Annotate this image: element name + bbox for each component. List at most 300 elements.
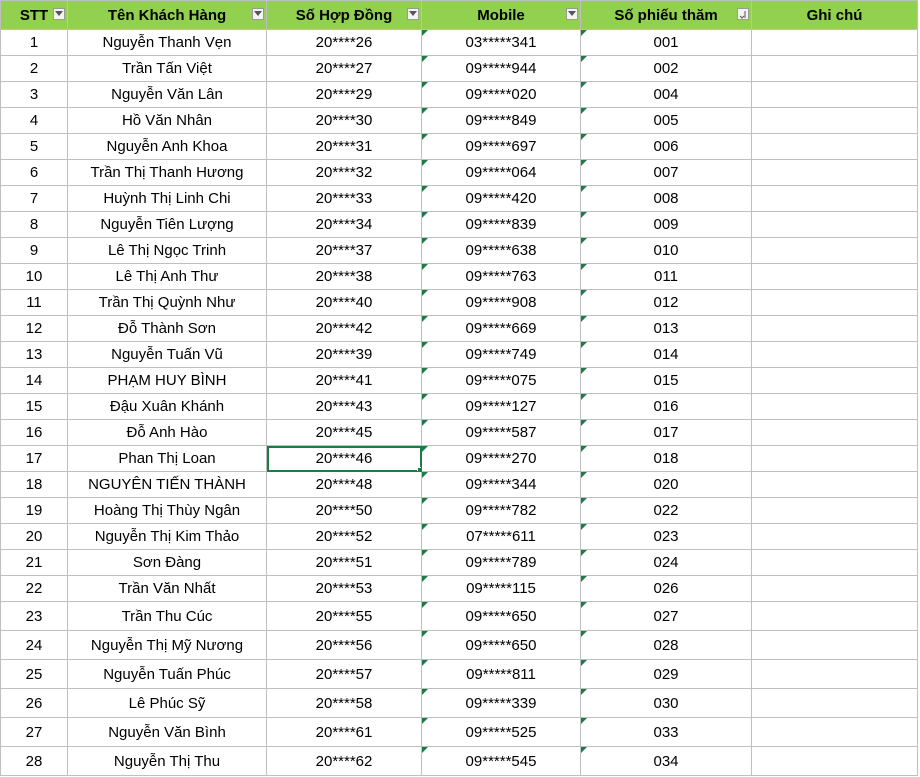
table-row [1, 420, 918, 446]
cell-text: 09*****344 [465, 476, 537, 493]
cell-text: 09*****525 [465, 723, 537, 741]
cell-note[interactable] [752, 342, 918, 368]
error-indicator-icon [422, 576, 428, 582]
error-indicator-icon [422, 498, 428, 504]
error-indicator-icon [581, 56, 587, 62]
cell-text: 27 [25, 723, 43, 741]
cell-contract-number[interactable] [267, 394, 422, 420]
cell-text: Nguyễn Văn Lân [111, 86, 223, 103]
cell-note[interactable] [752, 747, 918, 776]
cell-stt[interactable] [1, 602, 68, 631]
cell-text: 033 [653, 723, 679, 741]
error-indicator-icon [581, 134, 587, 140]
cell-text: 20****41 [315, 372, 373, 389]
cell-text: 022 [653, 502, 679, 519]
cell-text: 26 [25, 694, 43, 712]
cell-text: 09*****849 [465, 112, 537, 129]
error-indicator-icon [581, 631, 587, 637]
table-row [1, 30, 918, 56]
cell-text: 17 [25, 450, 43, 467]
cell-text: NGUYÊN TIẾN THÀNH [88, 476, 246, 493]
cell-note[interactable] [752, 394, 918, 420]
cell-mobile[interactable] [422, 134, 581, 160]
cell-customer-name[interactable] [68, 30, 267, 56]
header-label: Số Hợp Đồng [295, 6, 393, 24]
cell-visit-number[interactable] [581, 290, 752, 316]
cell-stt[interactable] [1, 498, 68, 524]
cell-contract-number[interactable] [267, 108, 422, 134]
cell-visit-number[interactable] [581, 186, 752, 212]
header-label: Tên Khách Hàng [107, 6, 227, 24]
cell-mobile[interactable] [422, 108, 581, 134]
cell-stt[interactable] [1, 446, 68, 472]
cell-mobile[interactable] [422, 602, 581, 631]
cell-stt[interactable] [1, 212, 68, 238]
cell-mobile[interactable] [422, 186, 581, 212]
error-indicator-icon [581, 602, 587, 608]
cell-contract-number[interactable] [267, 212, 422, 238]
cell-text: 017 [653, 424, 679, 441]
cell-text: 20****58 [315, 694, 373, 712]
error-indicator-icon [581, 264, 587, 270]
cell-text: 09*****075 [465, 372, 537, 389]
cell-stt[interactable] [1, 134, 68, 160]
cell-contract-number[interactable] [267, 264, 422, 290]
error-indicator-icon [581, 472, 587, 478]
error-indicator-icon [422, 186, 428, 192]
cell-text: 20****26 [315, 34, 373, 51]
cell-text: 8 [29, 216, 39, 233]
cell-note[interactable] [752, 108, 918, 134]
cell-visit-number[interactable] [581, 747, 752, 776]
cell-note[interactable] [752, 550, 918, 576]
cell-contract-number[interactable] [267, 368, 422, 394]
cell-text: 09*****339 [465, 694, 537, 712]
cell-text: 20****31 [315, 138, 373, 155]
cell-stt[interactable] [1, 631, 68, 660]
sort-ascending-icon[interactable] [737, 8, 749, 20]
cell-text: 008 [653, 190, 679, 207]
cell-customer-name[interactable] [68, 82, 267, 108]
table-row [1, 56, 918, 82]
cell-text: Nguyễn Tiên Lượng [100, 216, 234, 233]
error-indicator-icon [422, 472, 428, 478]
header-label: Số phiếu thăm [614, 6, 718, 24]
cell-contract-number[interactable] [267, 631, 422, 660]
cell-contract-number[interactable] [267, 160, 422, 186]
cell-text: Nguyễn Văn Bình [108, 723, 226, 741]
cell-stt[interactable] [1, 82, 68, 108]
cell-contract-number[interactable] [267, 602, 422, 631]
cell-text: 20****43 [315, 398, 373, 415]
cell-mobile[interactable] [422, 718, 581, 747]
cell-text: 09*****420 [465, 190, 537, 207]
cell-text: Lê Phúc Sỹ [128, 694, 206, 712]
cell-customer-name[interactable] [68, 56, 267, 82]
error-indicator-icon [581, 689, 587, 695]
cell-visit-number[interactable] [581, 472, 752, 498]
cell-customer-name[interactable] [68, 160, 267, 186]
cell-mobile[interactable] [422, 56, 581, 82]
cell-text: Trần Tấn Việt [122, 60, 212, 77]
cell-stt[interactable] [1, 160, 68, 186]
cell-text: 09*****638 [465, 242, 537, 259]
header-label: Mobile [477, 6, 525, 24]
cell-mobile[interactable] [422, 550, 581, 576]
cell-mobile[interactable] [422, 160, 581, 186]
cell-contract-number[interactable] [267, 420, 422, 446]
cell-text: 09*****650 [465, 607, 537, 625]
filter-dropdown-icon[interactable] [53, 8, 65, 20]
cell-text: Đậu Xuân Khánh [109, 398, 225, 415]
cell-stt[interactable] [1, 550, 68, 576]
error-indicator-icon [422, 134, 428, 140]
cell-stt[interactable] [1, 660, 68, 689]
cell-customer-name[interactable] [68, 264, 267, 290]
cell-mobile[interactable] [422, 660, 581, 689]
cell-visit-number[interactable] [581, 602, 752, 631]
cell-text: 20****52 [315, 528, 373, 545]
cell-visit-number[interactable] [581, 108, 752, 134]
cell-mobile[interactable] [422, 290, 581, 316]
cell-text: 004 [653, 86, 679, 103]
error-indicator-icon [422, 30, 428, 36]
cell-note[interactable] [752, 238, 918, 264]
cell-contract-number[interactable] [267, 56, 422, 82]
cell-note[interactable] [752, 660, 918, 689]
error-indicator-icon [422, 368, 428, 374]
cell-visit-number[interactable] [581, 316, 752, 342]
cell-stt[interactable] [1, 108, 68, 134]
cell-customer-name[interactable] [68, 134, 267, 160]
cell-contract-number[interactable] [267, 689, 422, 718]
cell-visit-number[interactable] [581, 718, 752, 747]
cell-mobile[interactable] [422, 472, 581, 498]
cell-text: 09*****908 [465, 294, 537, 311]
cell-customer-name[interactable] [68, 420, 267, 446]
cell-customer-name[interactable] [68, 238, 267, 264]
cell-note[interactable] [752, 368, 918, 394]
cell-mobile[interactable] [422, 524, 581, 550]
cell-stt[interactable] [1, 368, 68, 394]
cell-mobile[interactable] [422, 420, 581, 446]
table-row [1, 718, 918, 747]
error-indicator-icon [581, 498, 587, 504]
cell-note[interactable] [752, 524, 918, 550]
cell-visit-number[interactable] [581, 446, 752, 472]
cell-text: 20****34 [315, 216, 373, 233]
cell-customer-name[interactable] [68, 316, 267, 342]
header-row [1, 1, 918, 30]
error-indicator-icon [422, 420, 428, 426]
cell-mobile[interactable] [422, 394, 581, 420]
cell-text: 09*****270 [465, 450, 537, 467]
cell-contract-number[interactable] [267, 238, 422, 264]
cell-customer-name[interactable] [68, 550, 267, 576]
cell-visit-number[interactable] [581, 134, 752, 160]
cell-text: 016 [653, 398, 679, 415]
cell-customer-name[interactable] [68, 602, 267, 631]
cell-text: 09*****650 [465, 636, 537, 654]
header-mobile[interactable] [422, 1, 581, 30]
cell-customer-name[interactable] [68, 186, 267, 212]
error-indicator-icon [422, 160, 428, 166]
cell-visit-number[interactable] [581, 420, 752, 446]
cell-mobile[interactable] [422, 264, 581, 290]
error-indicator-icon [422, 316, 428, 322]
cell-customer-name[interactable] [68, 689, 267, 718]
cell-customer-name[interactable] [68, 368, 267, 394]
cell-visit-number[interactable] [581, 524, 752, 550]
cell-text: 09*****944 [465, 60, 537, 77]
cell-customer-name[interactable] [68, 576, 267, 602]
cell-contract-number[interactable] [267, 498, 422, 524]
cell-customer-name[interactable] [68, 498, 267, 524]
table-row [1, 368, 918, 394]
table-row [1, 631, 918, 660]
cell-mobile[interactable] [422, 576, 581, 602]
filter-dropdown-icon[interactable] [407, 8, 419, 20]
table-row [1, 316, 918, 342]
cell-stt[interactable] [1, 56, 68, 82]
cell-text: 09*****763 [465, 268, 537, 285]
cell-customer-name[interactable] [68, 342, 267, 368]
cell-mobile[interactable] [422, 238, 581, 264]
cell-text: 034 [653, 752, 679, 770]
cell-text: 09*****749 [465, 346, 537, 363]
cell-visit-number[interactable] [581, 56, 752, 82]
cell-text: Lê Thị Anh Thư [115, 268, 219, 285]
cell-contract-number[interactable] [267, 718, 422, 747]
cell-visit-number[interactable] [581, 264, 752, 290]
cell-contract-number[interactable] [267, 316, 422, 342]
cell-contract-number[interactable] [267, 186, 422, 212]
cell-stt[interactable] [1, 186, 68, 212]
cell-visit-number[interactable] [581, 342, 752, 368]
header-visit-number[interactable] [581, 1, 752, 30]
cell-contract-number[interactable] [267, 747, 422, 776]
cell-text: 03*****341 [465, 34, 537, 51]
cell-text: 18 [25, 476, 43, 493]
header-stt[interactable] [1, 1, 68, 30]
error-indicator-icon [422, 631, 428, 637]
cell-note[interactable] [752, 446, 918, 472]
cell-stt[interactable] [1, 689, 68, 718]
cell-contract-number[interactable] [267, 30, 422, 56]
cell-contract-number[interactable] [267, 472, 422, 498]
header-contract-number[interactable] [267, 1, 422, 30]
cell-text: Trần Văn Nhất [118, 580, 216, 597]
cell-text: 20****33 [315, 190, 373, 207]
cell-text: 09*****839 [465, 216, 537, 233]
cell-stt[interactable] [1, 264, 68, 290]
filter-dropdown-icon[interactable] [566, 8, 578, 20]
table-row [1, 747, 918, 776]
cell-mobile[interactable] [422, 30, 581, 56]
cell-mobile[interactable] [422, 316, 581, 342]
cell-stt[interactable] [1, 290, 68, 316]
table-row [1, 342, 918, 368]
cell-text: 09*****669 [465, 320, 537, 337]
cell-contract-number[interactable] [267, 524, 422, 550]
cell-text: Đỗ Thành Sơn [118, 320, 216, 337]
error-indicator-icon [581, 82, 587, 88]
cell-contract-number[interactable] [267, 82, 422, 108]
table-row [1, 660, 918, 689]
cell-note[interactable] [752, 631, 918, 660]
cell-text: 007 [653, 164, 679, 181]
cell-text: 16 [25, 424, 43, 441]
cell-stt[interactable] [1, 718, 68, 747]
cell-note[interactable] [752, 498, 918, 524]
table-row [1, 524, 918, 550]
cell-note[interactable] [752, 82, 918, 108]
cell-note[interactable] [752, 316, 918, 342]
cell-note[interactable] [752, 134, 918, 160]
error-indicator-icon [581, 238, 587, 244]
cell-text: 028 [653, 636, 679, 654]
cell-note[interactable] [752, 56, 918, 82]
cell-visit-number[interactable] [581, 238, 752, 264]
table-row [1, 160, 918, 186]
cell-note[interactable] [752, 160, 918, 186]
cell-customer-name[interactable] [68, 290, 267, 316]
cell-contract-number[interactable] [267, 134, 422, 160]
cell-text: 20****46 [315, 450, 373, 467]
cell-mobile[interactable] [422, 747, 581, 776]
cell-contract-number[interactable] [267, 446, 422, 472]
cell-visit-number[interactable] [581, 30, 752, 56]
cell-contract-number[interactable] [267, 550, 422, 576]
table-row [1, 134, 918, 160]
cell-customer-name[interactable] [68, 446, 267, 472]
cell-customer-name[interactable] [68, 660, 267, 689]
cell-customer-name[interactable] [68, 747, 267, 776]
cell-mobile[interactable] [422, 82, 581, 108]
cell-visit-number[interactable] [581, 368, 752, 394]
error-indicator-icon [581, 342, 587, 348]
cell-note[interactable] [752, 290, 918, 316]
cell-visit-number[interactable] [581, 550, 752, 576]
cell-customer-name[interactable] [68, 631, 267, 660]
cell-visit-number[interactable] [581, 498, 752, 524]
cell-note[interactable] [752, 186, 918, 212]
cell-contract-number[interactable] [267, 290, 422, 316]
cell-contract-number[interactable] [267, 342, 422, 368]
cell-customer-name[interactable] [68, 524, 267, 550]
cell-stt[interactable] [1, 342, 68, 368]
cell-stt[interactable] [1, 524, 68, 550]
cell-text: 21 [25, 554, 43, 571]
error-indicator-icon [581, 368, 587, 374]
cell-customer-name[interactable] [68, 212, 267, 238]
cell-mobile[interactable] [422, 342, 581, 368]
cell-text: 4 [29, 112, 39, 129]
cell-note[interactable] [752, 264, 918, 290]
header-notes[interactable] [752, 1, 918, 30]
cell-contract-number[interactable] [267, 660, 422, 689]
cell-mobile[interactable] [422, 498, 581, 524]
cell-text: 22 [25, 580, 43, 597]
cell-visit-number[interactable] [581, 660, 752, 689]
cell-note[interactable] [752, 212, 918, 238]
cell-text: Phan Thị Loan [118, 450, 216, 467]
cell-note[interactable] [752, 718, 918, 747]
cell-note[interactable] [752, 420, 918, 446]
cell-text: 20****61 [315, 723, 373, 741]
cell-note[interactable] [752, 602, 918, 631]
cell-stt[interactable] [1, 420, 68, 446]
cell-note[interactable] [752, 689, 918, 718]
cell-text: 23 [25, 607, 43, 625]
cell-customer-name[interactable] [68, 472, 267, 498]
error-indicator-icon [581, 718, 587, 724]
error-indicator-icon [422, 342, 428, 348]
cell-text: 018 [653, 450, 679, 467]
cell-stt[interactable] [1, 394, 68, 420]
cell-text: 28 [25, 752, 43, 770]
cell-text: 3 [29, 86, 39, 103]
cell-stt[interactable] [1, 472, 68, 498]
cell-text: 09*****697 [465, 138, 537, 155]
cell-stt[interactable] [1, 30, 68, 56]
table-row [1, 394, 918, 420]
cell-stt[interactable] [1, 238, 68, 264]
cell-visit-number[interactable] [581, 576, 752, 602]
cell-mobile[interactable] [422, 446, 581, 472]
cell-note[interactable] [752, 472, 918, 498]
cell-text: 029 [653, 665, 679, 683]
cell-text: 20****50 [315, 502, 373, 519]
header-customer-name[interactable] [68, 1, 267, 30]
error-indicator-icon [581, 446, 587, 452]
table-row [1, 446, 918, 472]
cell-mobile[interactable] [422, 631, 581, 660]
cell-stt[interactable] [1, 576, 68, 602]
cell-mobile[interactable] [422, 212, 581, 238]
cell-customer-name[interactable] [68, 394, 267, 420]
cell-text: 20****38 [315, 268, 373, 285]
cell-mobile[interactable] [422, 368, 581, 394]
cell-visit-number[interactable] [581, 631, 752, 660]
cell-customer-name[interactable] [68, 718, 267, 747]
cell-customer-name[interactable] [68, 108, 267, 134]
cell-visit-number[interactable] [581, 212, 752, 238]
cell-contract-number[interactable] [267, 576, 422, 602]
error-indicator-icon [581, 316, 587, 322]
cell-stt[interactable] [1, 747, 68, 776]
cell-visit-number[interactable] [581, 160, 752, 186]
cell-text: 20****55 [315, 607, 373, 625]
cell-text: 20****51 [315, 554, 373, 571]
cell-text: 20****40 [315, 294, 373, 311]
cell-visit-number[interactable] [581, 394, 752, 420]
cell-note[interactable] [752, 30, 918, 56]
error-indicator-icon [422, 718, 428, 724]
cell-stt[interactable] [1, 316, 68, 342]
filter-dropdown-icon[interactable] [252, 8, 264, 20]
cell-text: PHẠM HUY BÌNH [107, 372, 227, 389]
cell-mobile[interactable] [422, 689, 581, 718]
cell-visit-number[interactable] [581, 82, 752, 108]
error-indicator-icon [581, 394, 587, 400]
cell-text: 20****56 [315, 636, 373, 654]
error-indicator-icon [581, 747, 587, 753]
header-label: STT [19, 6, 49, 24]
cell-note[interactable] [752, 576, 918, 602]
cell-text: 09*****545 [465, 752, 537, 770]
cell-visit-number[interactable] [581, 689, 752, 718]
